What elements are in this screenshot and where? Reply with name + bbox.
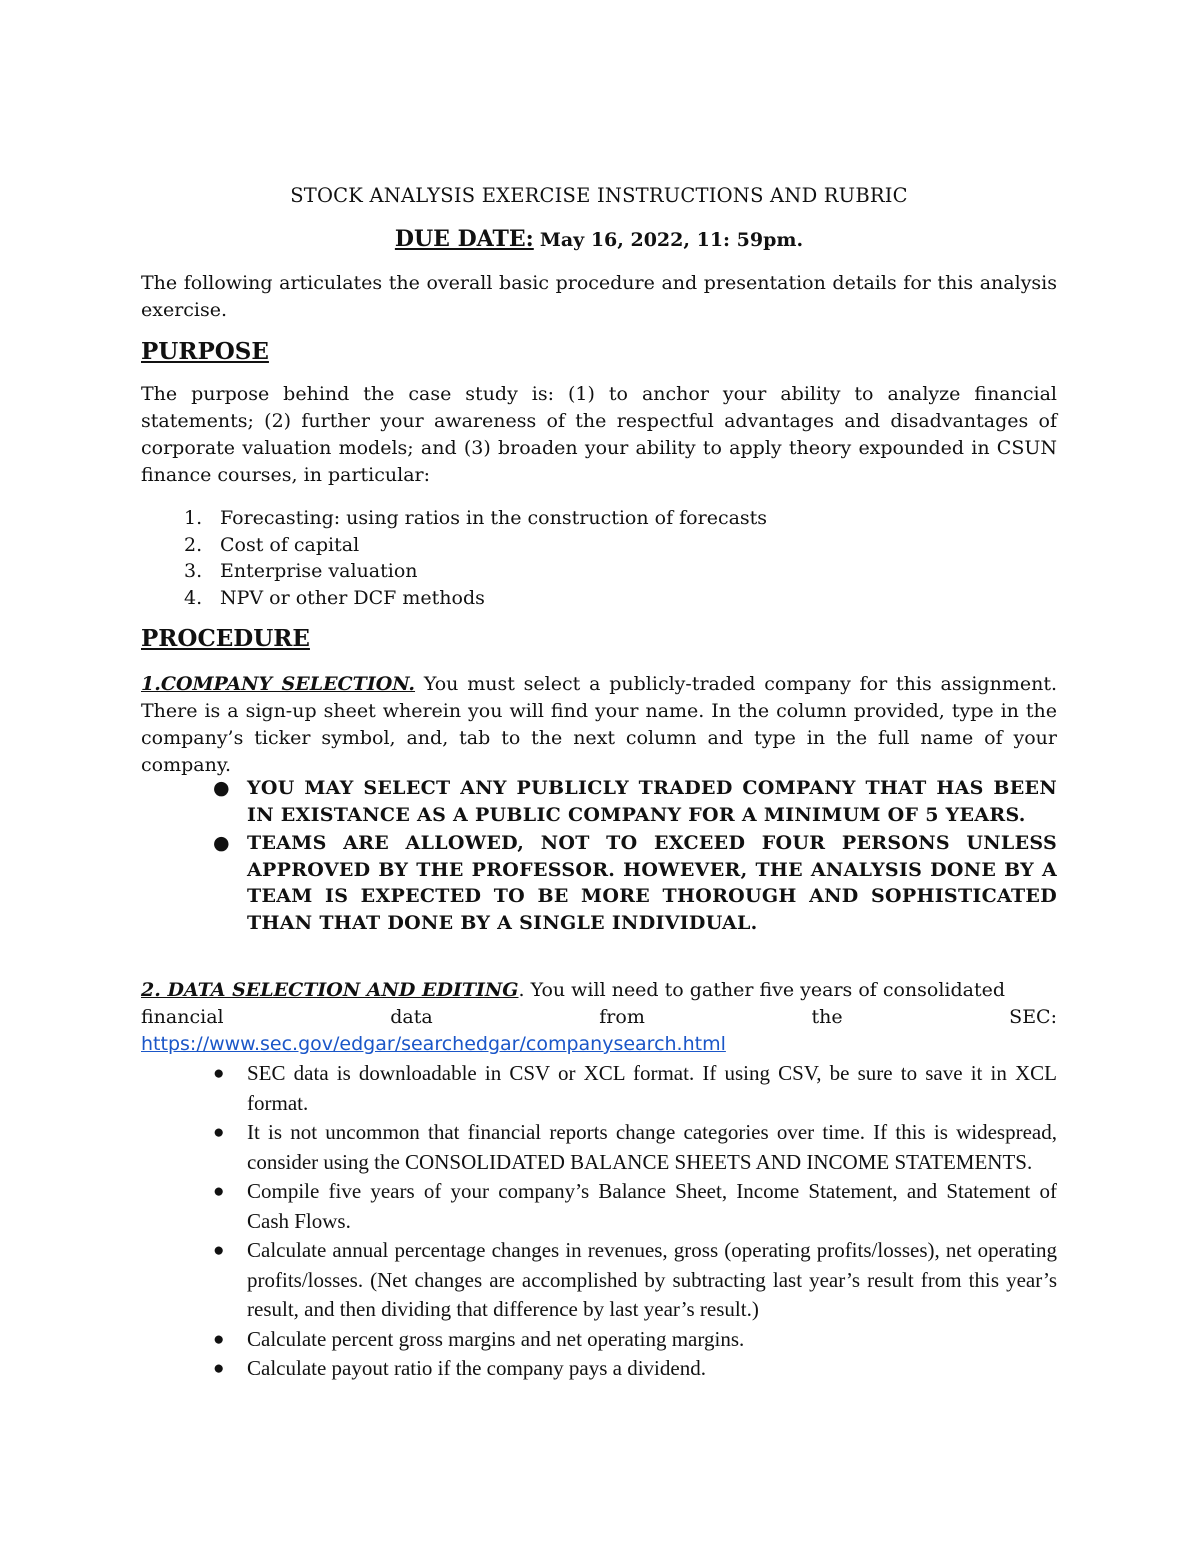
company-selection-paragraph (141, 671, 1057, 779)
bullet-icon: ● (213, 1240, 225, 1261)
list-item (141, 1236, 1057, 1325)
list-text: Compile five years of your company’s Balance Sheet, Income Statement, and Statement of Cash Flows. (247, 1179, 1057, 1233)
list-item (141, 1118, 1057, 1177)
procedure-heading: PROCEDURE (141, 625, 310, 652)
list-item (141, 505, 1057, 532)
list-number: 1. (184, 507, 203, 529)
list-item (141, 1354, 1057, 1384)
bullet-icon: ● (213, 1063, 225, 1084)
bullet-icon: ● (213, 1122, 225, 1143)
list-number: 3. (184, 560, 203, 582)
data-selection-bullets (141, 1059, 1057, 1384)
list-text: SEC data is downloadable in CSV or XCL format. If using CSV, be sure to save it in XCL format. (247, 1061, 1057, 1115)
list-text: YOU MAY SELECT ANY PUBLICLY TRADED COMPANY THAT HAS BEEN IN EXISTANCE AS A PUBLIC COMPANY FOR A MINIMUM OF 5 YEARS. (247, 777, 1057, 826)
purpose-list (141, 505, 1057, 611)
bullet-icon: ● (213, 1181, 225, 1202)
list-text: TEAMS ARE ALLOWED, NOT TO EXCEED FOUR PERSONS UNLESS APPROVED BY THE PROFESSOR. HOWEVER, THE ANALYSIS DONE BY A TEAM IS EXPECTED TO BE MORE THOROUGH AND SOPHISTICATED THAN THAT DONE BY A SINGLE INDIVIDUAL. (247, 832, 1057, 934)
data-selection-lead: 2. DATA SELECTION AND EDITING (141, 979, 519, 1001)
due-date-label: DUE DATE: (394, 226, 534, 252)
company-selection-lead: 1.COMPANY SELECTION. (141, 673, 416, 695)
bullet-icon: ● (213, 1328, 225, 1350)
company-selection-bullets (141, 775, 1057, 936)
bullet-icon: ● (213, 1358, 225, 1379)
list-text: Calculate payout ratio if the company pays a dividend. (247, 1356, 706, 1380)
list-item (141, 585, 1057, 612)
list-item (141, 1325, 1057, 1355)
list-text: Calculate annual percentage changes in revenues, gross (operating profits/losses), net operating profits/losses. (Net changes are accomplished by subtracting last year’s result from this year’s result, and then dividing that difference by last year’s result.) (247, 1238, 1057, 1321)
list-text: It is not uncommon that financial reports change categories over time. If this is widespread, consider using the CONSOLIDATED BALANCE SHEETS AND INCOME STATEMENTS. (247, 1120, 1057, 1174)
intro-paragraph: The following articulates the overall basic procedure and presentation details for this analysis exercise. (141, 272, 1057, 321)
list-text: Calculate percent gross margins and net operating margins. (247, 1326, 745, 1351)
data-selection-line-2: financial data from the SEC: (141, 1006, 1057, 1028)
company-selection-text: You must select a publicly-traded company for this assignment. There is a sign-up sheet wherein you will find your name. In the column provided, type in the company’s ticker symbol, and, tab to the next column and type in the full name of your company. (141, 673, 1057, 776)
list-text: Cost of capital (220, 533, 360, 556)
data-selection-line-1 (141, 977, 1057, 1004)
due-date-value: May 16, 2022, 11: 59pm. (539, 229, 804, 251)
list-number: 4. (184, 586, 203, 609)
purpose-heading: PURPOSE (141, 338, 269, 365)
purpose-paragraph: The purpose behind the case study is: (1) to anchor your ability to analyze financial statements; (2) further your awareness of the respectful advantages and disadvantages of corporate valuation models; and (3) broaden your ability to apply theory expounded in CSUN finance courses, in particular: (141, 383, 1057, 486)
list-text: Forecasting: using ratios in the construction of forecasts (220, 507, 768, 529)
bullet-icon: ● (213, 777, 230, 799)
due-date-line (141, 226, 1057, 254)
list-item (141, 775, 1057, 828)
list-item (141, 532, 1057, 559)
list-text: NPV or other DCF methods (220, 586, 485, 609)
data-selection-text-a: . You will need to gather five years of consolidated (518, 979, 1006, 1001)
list-item (141, 830, 1057, 936)
list-item (141, 1059, 1057, 1118)
document-title: STOCK ANALYSIS EXERCISE INSTRUCTIONS AND RUBRIC (290, 184, 908, 207)
list-text: Enterprise valuation (220, 560, 418, 582)
list-item (141, 1177, 1057, 1236)
list-item (141, 558, 1057, 585)
data-selection-paragraph (141, 977, 1057, 1058)
list-number: 2. (184, 533, 203, 556)
sec-edgar-link[interactable]: https://www.sec.gov/edgar/searchedgar/companysearch.html (141, 1033, 726, 1055)
bullet-icon: ● (213, 832, 230, 854)
